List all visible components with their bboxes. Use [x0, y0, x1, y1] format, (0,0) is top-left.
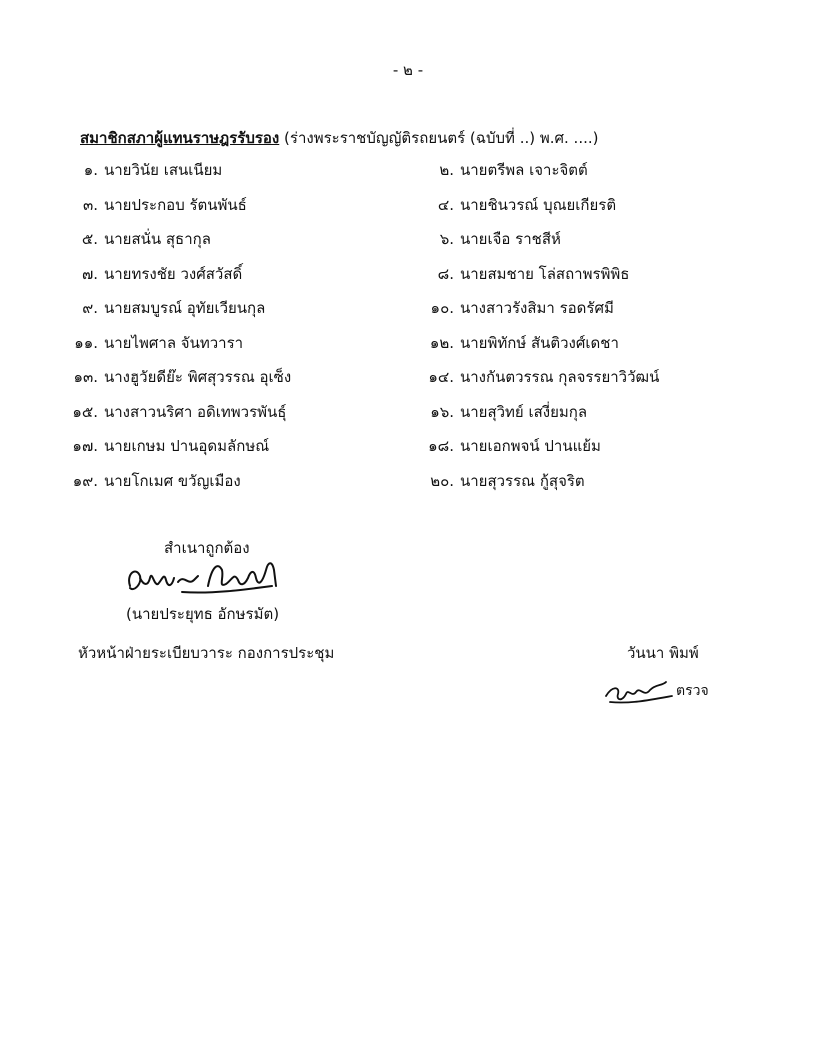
member-entry: [416, 296, 614, 320]
member-number: ๘.: [437, 264, 454, 283]
member-name: นายไพศาล จันทวารา: [104, 333, 244, 352]
member-number: ๑๐.: [430, 299, 454, 317]
member-name: นายสุวรรณ กู้สุจริต: [460, 471, 585, 490]
member-row: [0, 331, 816, 366]
member-entry: [416, 158, 588, 182]
member-number: ๔.: [437, 195, 454, 214]
member-number: ๗.: [81, 264, 98, 283]
member-name: นายโกเมศ ขวัญเมือง: [104, 471, 241, 490]
member-entry: [60, 227, 211, 251]
member-entry: [60, 331, 243, 355]
member-entry: [60, 158, 222, 182]
member-number: ๑๑.: [74, 333, 98, 352]
member-entry: [416, 331, 619, 355]
member-number: ๑๔.: [428, 368, 454, 386]
member-number: ๑๒.: [429, 333, 454, 352]
member-name: นางกันตวรรณ กุลจรรยาวิวัฒน์: [460, 368, 660, 386]
member-entry: [60, 469, 241, 493]
member-row: [0, 262, 816, 297]
member-entry: [60, 400, 286, 424]
checker-signature: [600, 672, 680, 712]
member-name: นายเจือ ราชสีห์: [460, 230, 561, 248]
member-number: ๑๕.: [72, 402, 98, 421]
member-list: [0, 158, 816, 503]
member-number: ๑๖.: [430, 402, 454, 421]
member-entry: [60, 296, 265, 320]
member-name: นายสมชาย โล่สถาพรพิพิธ: [460, 264, 630, 283]
member-row: [0, 227, 816, 262]
member-name: นางสาวรังสิมา รอดรัศมี: [460, 299, 614, 317]
member-entry: [60, 193, 247, 217]
member-name: นางฮูวัยดีย๊ะ พิศสุวรรณ อุเซ็ง: [104, 368, 292, 386]
member-number: ๑๙.: [72, 471, 98, 490]
checked-label: ตรวจ: [676, 683, 709, 699]
member-number: ๑.: [83, 161, 98, 179]
member-name: นางสาวนริศา อดิเทพวรพันธุ์: [104, 402, 287, 421]
signer-name: (นายประยุทธ อักษรมัต): [126, 605, 280, 623]
member-entry: [416, 400, 587, 424]
member-entry: [416, 193, 616, 217]
member-row: [0, 158, 816, 193]
member-entry: [416, 365, 659, 389]
heading-subtitle: (ร่างพระราชบัญญัติรถยนตร์ (ฉบับที่ ..) พ.ศ. ....): [279, 129, 599, 147]
member-name: นายเอกพจน์ ปานแย้ม: [460, 437, 601, 455]
member-number: ๙.: [82, 299, 98, 317]
member-number: ๖.: [439, 230, 454, 248]
member-name: นายประกอบ รัตนพันธ์: [104, 195, 247, 214]
member-number: ๓.: [82, 195, 98, 214]
member-name: นายวินัย เสนเนียม: [104, 161, 223, 179]
member-name: นายพิทักษ์ สันติวงศ์เดชา: [460, 333, 619, 352]
member-number: ๒.: [439, 161, 454, 179]
member-entry: [60, 365, 291, 389]
member-number: ๑๓.: [73, 368, 98, 386]
member-number: ๕.: [81, 230, 98, 248]
heading-title: สมาชิกสภาผู้แทนราษฎรรับรอง: [80, 129, 280, 147]
member-row: [0, 400, 816, 435]
member-row: [0, 365, 816, 400]
member-name: นายสุวิทย์ เสงี่ยมกุล: [460, 402, 588, 421]
member-entry: [60, 262, 242, 286]
member-row: [0, 193, 816, 228]
member-entry: [416, 469, 585, 493]
typist-name: วันนา พิมพ์: [627, 644, 699, 662]
member-name: นายทรงชัย วงศ์สวัสดิ์: [104, 264, 243, 283]
member-number: ๑๘.: [428, 437, 454, 455]
handwritten-signature: [122, 556, 302, 602]
member-name: นายชินวรณ์ บุณยเกียรติ: [460, 195, 617, 214]
page-number: - ๒ -: [392, 61, 424, 79]
member-entry: [416, 262, 629, 286]
member-name: นายตรีพล เจาะจิตต์: [460, 161, 588, 179]
member-row: [0, 469, 816, 504]
member-row: [0, 434, 816, 469]
member-entry: [416, 227, 561, 251]
certified-copy-label: สำเนาถูกต้อง: [164, 539, 250, 557]
member-name: นายสนั่น สุธากุล: [104, 230, 211, 248]
signer-position: หัวหน้าฝ่ายระเบียบวาระ กองการประชุม: [78, 644, 335, 662]
member-entry: [416, 434, 601, 458]
member-name: นายสมบูรณ์ อุทัยเวียนกุล: [104, 299, 266, 317]
member-name: นายเกษม ปานอุดมลักษณ์: [104, 437, 270, 455]
member-number: ๑๗.: [72, 437, 98, 455]
member-number: ๒๐.: [430, 471, 454, 490]
member-entry: [60, 434, 269, 458]
member-row: [0, 296, 816, 331]
document-heading: [80, 126, 760, 150]
